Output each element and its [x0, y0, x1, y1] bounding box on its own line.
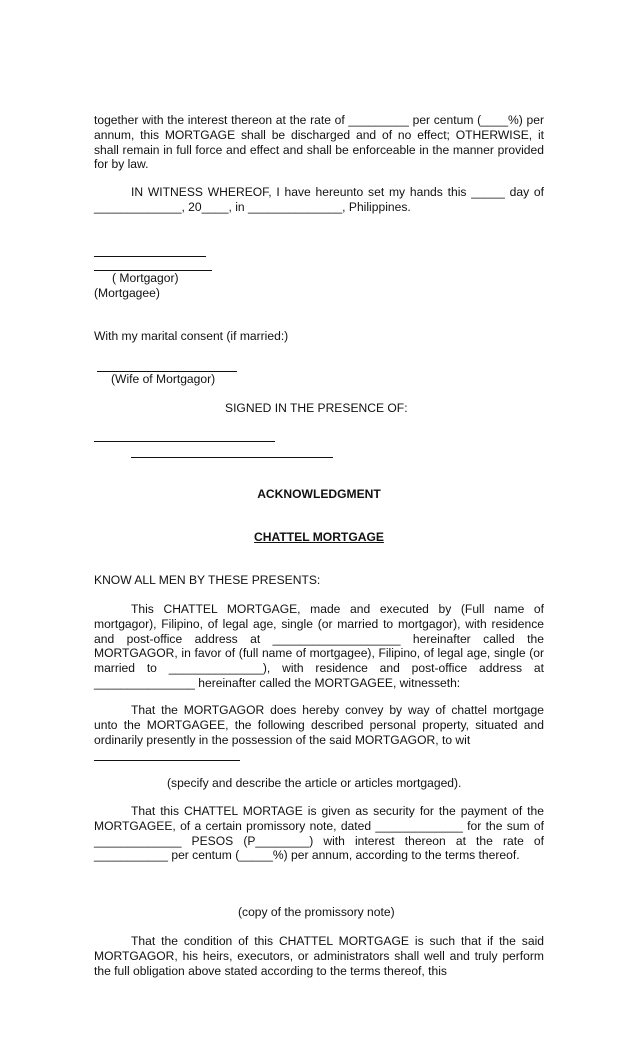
know-all-men: KNOW ALL MEN BY THESE PRESENTS:	[94, 573, 321, 587]
witness-paragraph: IN WITNESS WHEREOF, I have hereunto set my hands this _____ day of _____________, 20____, in ______________, Philippines.	[94, 185, 544, 214]
promissory-note-copy: (copy of the promissory note)	[238, 905, 395, 919]
signature-line-1	[94, 256, 206, 257]
interest-paragraph: together with the interest thereon at the rate of _________ per centum (____%) per annum, this MORTGAGE shall be discharged and of no effect; OTHERWISE, it shall remain in full force and effect and shall be enforceable in the manner provided for by law.	[94, 113, 544, 172]
chattel-mortgage-heading: CHATTEL MORTGAGE	[254, 530, 384, 544]
property-line	[94, 760, 240, 761]
signed-presence: SIGNED IN THE PRESENCE OF:	[225, 401, 408, 415]
convey-paragraph: That the MORTGAGOR does hereby convey by way of chattel mortgage unto the MORTGAGEE, the following described personal property, situated and ordinarily presently in the possession of the said MORTGAGOR, to wit	[94, 703, 544, 747]
security-paragraph: That this CHATTEL MORTAGE is given as security for the payment of the MORTGAGEE, of a certain promissory note, dated _____________ for the sum of _____________ PESOS (P________) with interest thereon at the rate of ___________ per centum (_____%) per annum, according to the terms thereof.	[94, 804, 544, 863]
acknowledgment-heading: ACKNOWLEDGMENT	[257, 487, 381, 501]
specify-articles: (specify and describe the article or articles mortgaged).	[167, 776, 462, 790]
condition-paragraph: That the condition of this CHATTEL MORTGAGE is such that if the said MORTGAGOR, his heirs, executors, or administrators shall well and truly perform the full obligation above stated according to the terms thereof, this	[94, 934, 544, 978]
wife-label: (Wife of Mortgagor)	[111, 372, 216, 386]
witness-line-1	[94, 441, 275, 442]
witness-line-2	[131, 457, 333, 458]
marital-consent: With my marital consent (if married:)	[94, 329, 289, 343]
mortgagee-label: (Mortgagee)	[94, 286, 160, 300]
mortgagor-label: ( Mortgagor)	[112, 271, 179, 285]
parties-paragraph: This CHATTEL MORTGAGE, made and executed by (Full name of mortgagor), Filipino, of legal age, single (or married to mortgagor), with residence and post-office address at ___________________ hereinafter called the MORTGAGOR, in favor of (full name of mortgagee), Filipino, of legal age, single (or married to ______________), with residence and post-office address at _______________ hereinafter called the MORTGAGEE, witnesseth:	[94, 602, 544, 690]
